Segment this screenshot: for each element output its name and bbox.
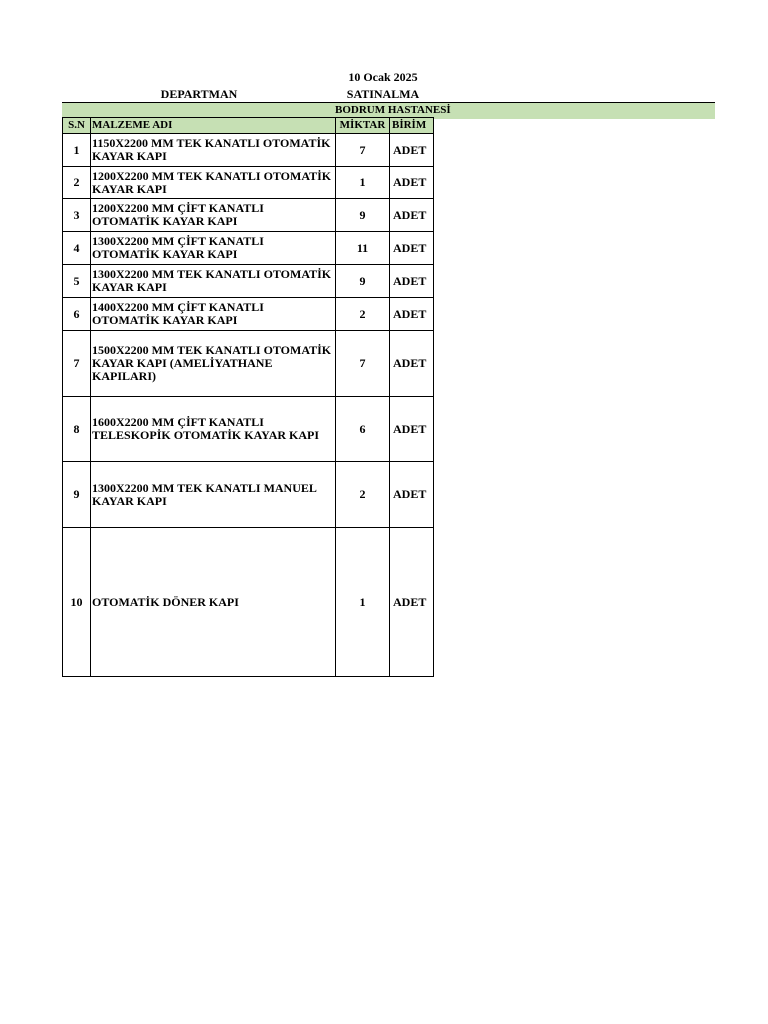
row-quantity: 2 bbox=[336, 298, 390, 331]
row-sn: 1 bbox=[63, 134, 91, 167]
row-unit: ADET bbox=[390, 167, 434, 199]
row-sn: 5 bbox=[63, 265, 91, 298]
row-unit: ADET bbox=[390, 331, 434, 397]
row-material-name: 1300X2200 MM TEK KANATLI OTOMATİK KAYAR KAPI bbox=[91, 265, 336, 298]
department-value: SATINALMA bbox=[346, 87, 420, 101]
row-unit: ADET bbox=[390, 298, 434, 331]
hospital-name: BODRUM HASTANESİ bbox=[335, 104, 451, 116]
table-row bbox=[63, 265, 434, 298]
table-row bbox=[63, 199, 434, 232]
row-unit: ADET bbox=[390, 232, 434, 265]
table-row bbox=[63, 462, 434, 528]
row-unit: ADET bbox=[390, 528, 434, 677]
row-quantity: 1 bbox=[336, 167, 390, 199]
row-material-name: 1500X2200 MM TEK KANATLI OTOMATİK KAYAR KAPI (AMELİYATHANE KAPILARI) bbox=[91, 331, 336, 397]
table-row bbox=[63, 134, 434, 167]
row-material-name: 1400X2200 MM ÇİFT KANATLI OTOMATİK KAYAR KAPI bbox=[91, 298, 336, 331]
row-sn: 4 bbox=[63, 232, 91, 265]
row-quantity: 2 bbox=[336, 462, 390, 528]
row-quantity: 6 bbox=[336, 397, 390, 462]
table-row bbox=[63, 298, 434, 331]
table-row bbox=[63, 331, 434, 397]
row-quantity: 7 bbox=[336, 331, 390, 397]
row-unit: ADET bbox=[390, 265, 434, 298]
table-header-row bbox=[63, 118, 434, 134]
row-material-name: 1300X2200 MM ÇİFT KANATLI OTOMATİK KAYAR KAPI bbox=[91, 232, 336, 265]
column-header-qty: MİKTAR bbox=[336, 118, 390, 134]
row-sn: 6 bbox=[63, 298, 91, 331]
table-row bbox=[63, 167, 434, 199]
row-quantity: 9 bbox=[336, 199, 390, 232]
row-material-name: 1600X2200 MM ÇİFT KANATLI TELESKOPİK OTOMATİK KAYAR KAPI bbox=[91, 397, 336, 462]
row-sn: 9 bbox=[63, 462, 91, 528]
row-material-name: OTOMATİK DÖNER KAPI bbox=[91, 528, 336, 677]
row-material-name: 1200X2200 MM ÇİFT KANATLI OTOMATİK KAYAR KAPI bbox=[91, 199, 336, 232]
row-quantity: 7 bbox=[336, 134, 390, 167]
row-sn: 7 bbox=[63, 331, 91, 397]
column-header-unit: BİRİM bbox=[390, 118, 434, 134]
department-label: DEPARTMAN bbox=[160, 87, 238, 101]
table-row bbox=[63, 397, 434, 462]
row-sn: 3 bbox=[63, 199, 91, 232]
row-quantity: 11 bbox=[336, 232, 390, 265]
row-material-name: 1200X2200 MM TEK KANATLI OTOMATİK KAYAR KAPI bbox=[91, 167, 336, 199]
row-quantity: 9 bbox=[336, 265, 390, 298]
row-material-name: 1150X2200 MM TEK KANATLI OTOMATİK KAYAR KAPI bbox=[91, 134, 336, 167]
table-row bbox=[63, 528, 434, 677]
column-header-name: MALZEME ADI bbox=[91, 118, 336, 134]
row-unit: ADET bbox=[390, 199, 434, 232]
column-header-sn: S.N bbox=[63, 118, 91, 134]
row-quantity: 1 bbox=[336, 528, 390, 677]
row-material-name: 1300X2200 MM TEK KANATLI MANUEL KAYAR KAPI bbox=[91, 462, 336, 528]
row-unit: ADET bbox=[390, 462, 434, 528]
material-table bbox=[62, 117, 434, 677]
row-sn: 10 bbox=[63, 528, 91, 677]
table-row bbox=[63, 232, 434, 265]
row-sn: 2 bbox=[63, 167, 91, 199]
row-unit: ADET bbox=[390, 134, 434, 167]
date-label: 10 Ocak 2025 bbox=[348, 70, 418, 84]
row-unit: ADET bbox=[390, 397, 434, 462]
row-sn: 8 bbox=[63, 397, 91, 462]
